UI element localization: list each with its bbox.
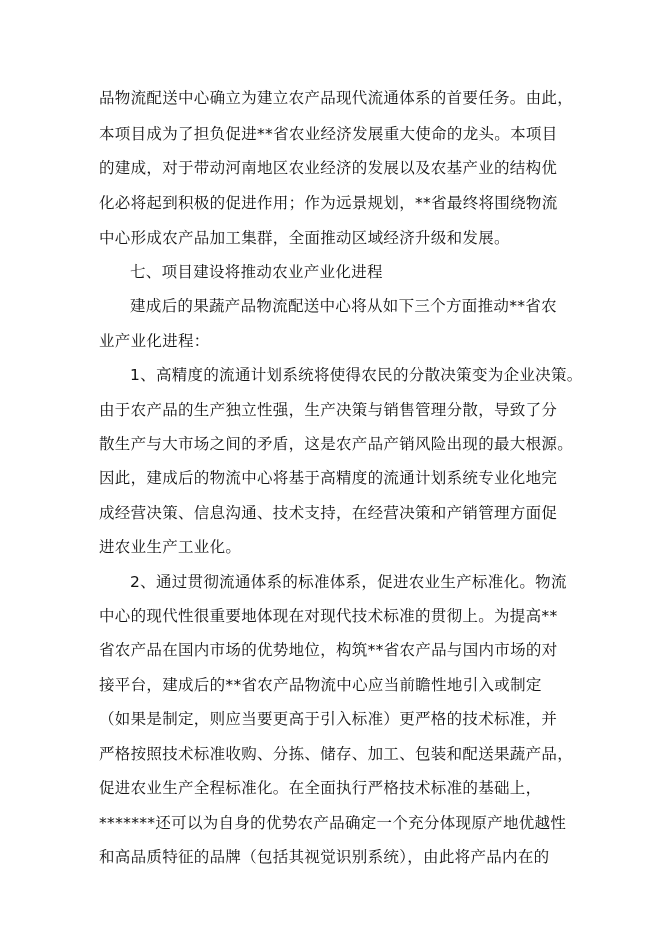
text-line-20: 严格按照技术标准收购、分拣、储存、加工、包装和配送果蔬产品， [99, 745, 574, 763]
text-line-23: 和高品质特征的品牌（包括其视觉识别系统），由此将产品内在的 [99, 848, 550, 866]
text-line-5: 中心形成农产品加工集群，全面推动区域经济升级和发展。 [99, 229, 510, 247]
text-line-13: 成经营决策、信息沟通、技术支持，在经营决策和产销管理方面促 [99, 504, 558, 522]
text-line-8: 业产业化进程： [99, 332, 210, 350]
text-line-2: 本项目成为了担负促进**省农业经济发展重大使命的龙头。本项目 [99, 125, 558, 143]
text-line-7: 建成后的果蔬产品物流配送中心将从如下三个方面推动**省农 [130, 297, 557, 315]
text-line-4: 化必将起到积极的促进作用；作为远景规划，**省最终将围绕物流 [99, 194, 558, 212]
section-heading: 七、项目建设将推动农业产业化进程 [130, 263, 383, 281]
text-line-22: *******还可以为自身的优势农产品确定一个充分体现原产地优越性 [99, 814, 567, 832]
text-line-16: 中心的现代性很重要地体现在对现代技术标准的贯彻上。为提高** [99, 607, 558, 625]
text-line-18: 接平台，建成后的**省农产品物流中心应当前瞻性地引入或制定 [99, 676, 542, 694]
text-line-17: 省农产品在国内市场的优势地位，构筑**省农产品与国内市场的对 [99, 641, 558, 659]
text-line-19: （如果是制定，则应当要更高于引入标准）更严格的技术标准，并 [99, 710, 558, 728]
text-line-14: 进农业生产工业化。 [99, 538, 242, 556]
text-line-12: 因此，建成后的物流中心将基于高精度的流通计划系统专业化地完 [99, 469, 558, 487]
text-line-10: 由于农产品的生产独立性强，生产决策与销售管理分散，导致了分 [99, 401, 558, 419]
text-line-1: 品物流配送中心确立为建立农产品现代流通体系的首要任务。由此， [99, 89, 574, 107]
text-line-9: 1、高精度的流通计划系统将使得农民的分散决策变为企业决策。 [130, 366, 583, 384]
text-line-21: 促进农业生产全程标准化。在全面执行严格技术标准的基础上， [99, 779, 542, 797]
text-line-15: 2、通过贯彻流通体系的标准体系，促进农业生产标准化。物流 [130, 573, 567, 591]
text-line-3: 的建成，对于带动河南地区农业经济的发展以及农基产业的结构优 [99, 159, 558, 177]
text-line-11: 散生产与大市场之间的矛盾，这是农产品产销风险出现的最大根源。 [99, 435, 574, 453]
